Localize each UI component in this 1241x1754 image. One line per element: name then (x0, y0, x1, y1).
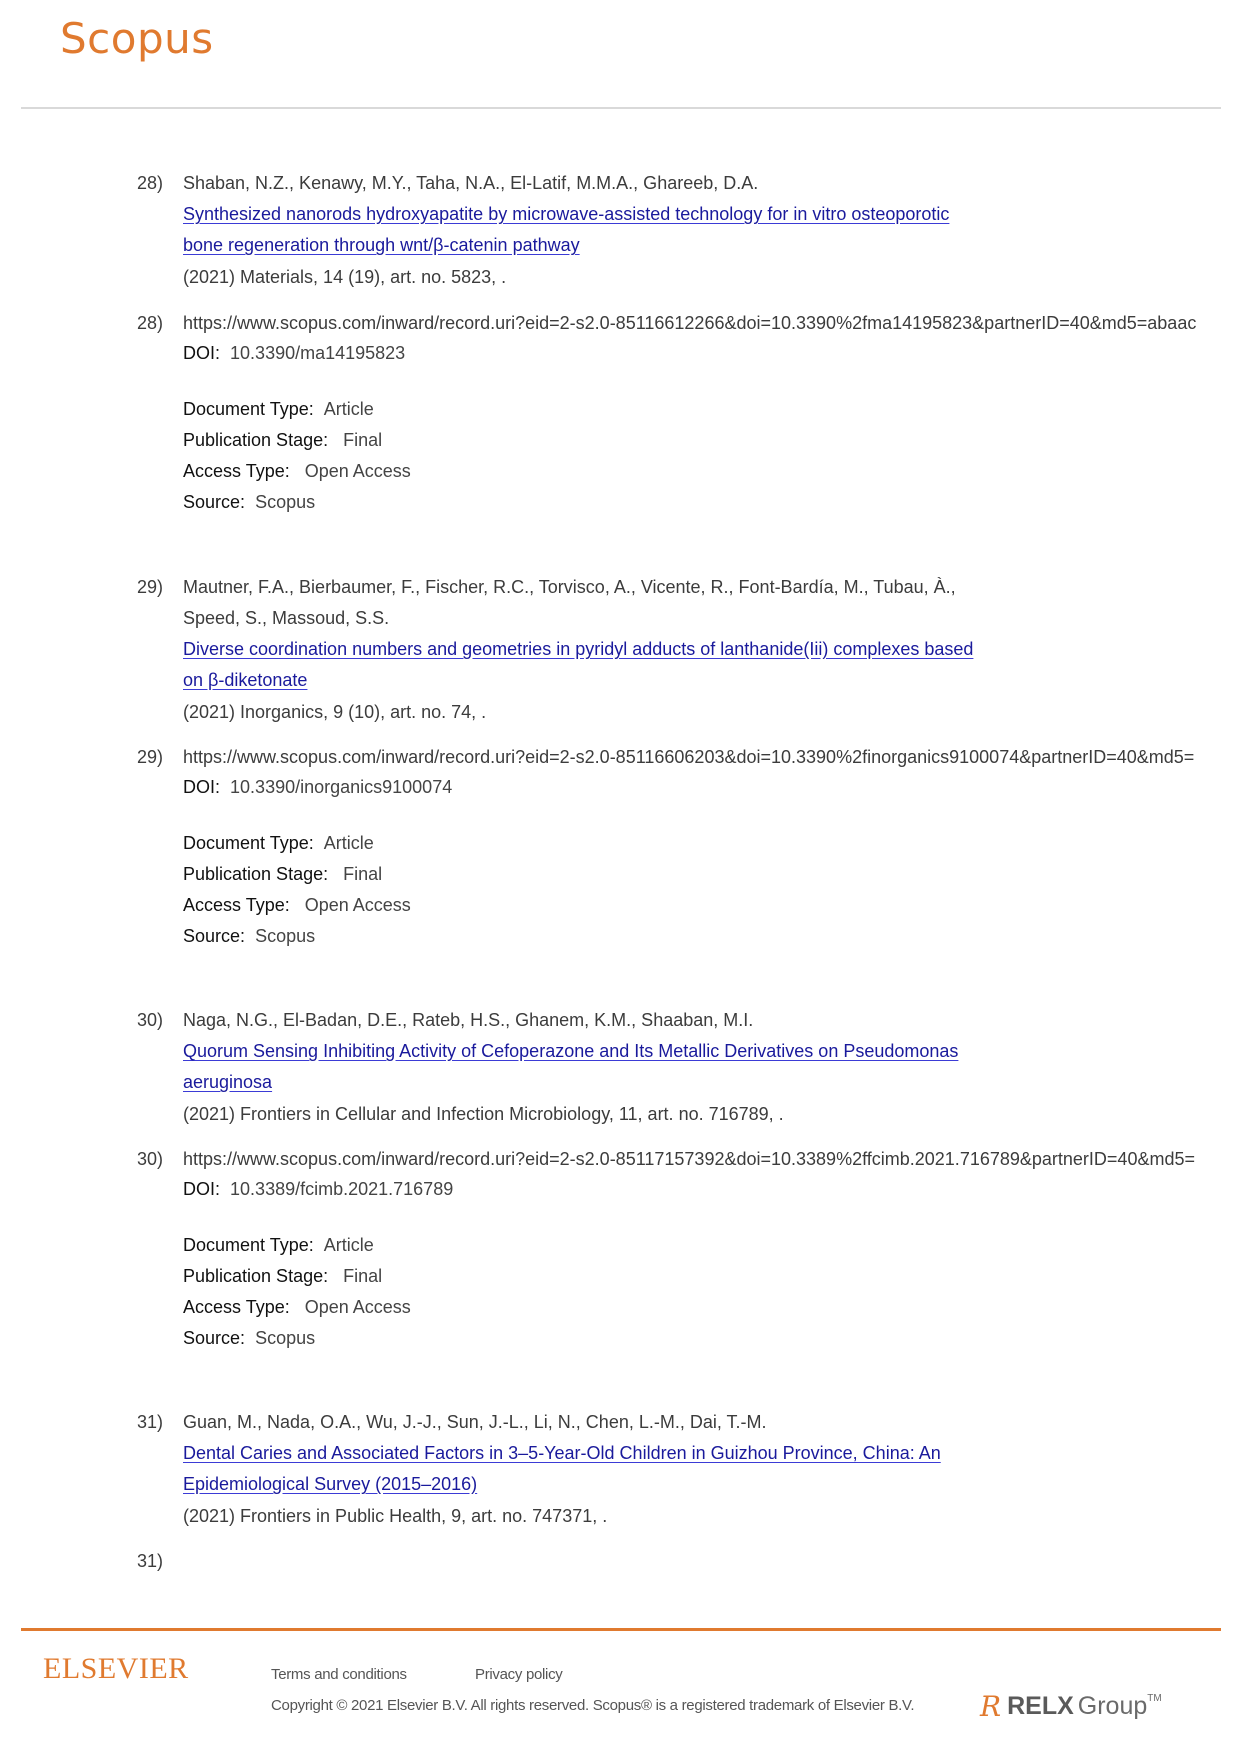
copyright-text: Copyright © 2021 Elsevier B.V. All rights reserved. Scopus® is a registered trademark of Elsevier B.V. (271, 1697, 915, 1714)
field-value: Open Access (304, 895, 411, 915)
field-label: Publication Stage: (183, 430, 329, 450)
reference-title-link[interactable]: Quorum Sensing Inhibiting Activity of Cefoperazone and Its Metallic Derivatives on Pseudomonas (183, 1041, 959, 1061)
terms-link[interactable]: Terms and conditions (271, 1666, 407, 1683)
reference-authors: Mautner, F.A., Bierbaumer, F., Fischer, R.C., Torvisco, A., Vicente, R., Font-Bardía, M., Tubau, À., (183, 577, 956, 597)
reference-authors: Shaban, N.Z., Kenawy, M.Y., Taha, N.A., El-Latif, M.M.A., Ghareeb, D.A. (183, 173, 759, 193)
reference-authors: Naga, N.G., El-Badan, D.E., Rateb, H.S., Ghanem, K.M., Shaaban, M.I. (183, 1010, 754, 1030)
doi-label: DOI: (183, 1179, 221, 1199)
reference-title-link[interactable]: Dental Caries and Associated Factors in 3–5-Year-Old Children in Guizhou Province, China: An (183, 1443, 941, 1463)
elsevier-logo: ELSEVIER (43, 1652, 189, 1685)
reference-citation: (2021) Inorganics, 9 (10), art. no. 74, . (183, 702, 487, 722)
reference-authors: Speed, S., Massoud, S.S. (183, 608, 390, 628)
privacy-link[interactable]: Privacy policy (475, 1666, 563, 1683)
reference-citation: (2021) Frontiers in Public Health, 9, art. no. 747371, . (183, 1506, 608, 1526)
field-value: Article (323, 399, 374, 419)
field-row (183, 863, 382, 885)
field-value: Article (323, 833, 374, 853)
doi-row (183, 342, 405, 364)
field-value: Final (343, 864, 383, 884)
field-value: Final (343, 1266, 383, 1286)
reference-number: 30) (137, 1149, 164, 1169)
reference-citation: (2021) Materials, 14 (19), art. no. 5823, . (183, 267, 507, 287)
field-label: Source: (183, 492, 246, 512)
field-label: Access Type: (183, 461, 290, 481)
reference-number: 28) (137, 313, 164, 333)
reference-number: 28) (137, 173, 164, 193)
field-row (183, 398, 374, 420)
field-row (183, 429, 382, 451)
field-label: Publication Stage: (183, 864, 329, 884)
reference-number: 31) (137, 1412, 164, 1432)
relx-logo (980, 1690, 1162, 1723)
relx-mark-icon: R (980, 1690, 1002, 1723)
reference-url[interactable]: https://www.scopus.com/inward/record.uri?eid=2-s2.0-85116612266&doi=10.3390%2fma14195823&partnerID=40&md5=abaac (183, 313, 1197, 333)
reference-number: 29) (137, 747, 164, 767)
field-value: Final (343, 430, 383, 450)
footer-divider (21, 1628, 1221, 1631)
field-value: Open Access (304, 461, 411, 481)
reference-url[interactable]: https://www.scopus.com/inward/record.uri?eid=2-s2.0-85117157392&doi=10.3389%2ffcimb.2021.716789&partnerID=40&md5= (183, 1149, 1195, 1169)
field-label: Document Type: (183, 399, 314, 419)
field-row (183, 894, 411, 916)
field-row (183, 1327, 315, 1349)
field-row (183, 460, 411, 482)
header-divider (21, 107, 1221, 109)
reference-title-link[interactable]: Diverse coordination numbers and geometries in pyridyl adducts of lanthanide(Iii) complexes based (183, 639, 974, 659)
reference-url[interactable]: https://www.scopus.com/inward/record.uri?eid=2-s2.0-85116606203&doi=10.3390%2finorganics9100074&partnerID=40&md5= (183, 747, 1195, 767)
reference-title-link[interactable]: Synthesized nanorods hydroxyapatite by microwave-assisted technology for in vitro osteoporotic (183, 204, 950, 224)
doi-label: DOI: (183, 777, 221, 797)
field-label: Document Type: (183, 833, 314, 853)
field-row (183, 832, 374, 854)
field-row (183, 1265, 382, 1287)
field-label: Access Type: (183, 1297, 290, 1317)
reference-title-link[interactable]: on β-diketonate (183, 670, 308, 690)
reference-authors: Guan, M., Nada, O.A., Wu, J.-J., Sun, J.-L., Li, N., Chen, L.-M., Dai, T.-M. (183, 1412, 767, 1432)
field-row (183, 1296, 411, 1318)
doi-row (183, 1178, 453, 1200)
reference-number: 29) (137, 577, 164, 597)
field-row (183, 491, 315, 513)
field-value: Scopus (255, 1328, 316, 1348)
field-value: Scopus (255, 492, 316, 512)
doi-value: 10.3390/ma14195823 (230, 343, 406, 363)
relx-group-text: Group (1077, 1692, 1148, 1720)
reference-title-link[interactable]: Epidemiological Survey (2015–2016) (183, 1474, 478, 1494)
field-label: Access Type: (183, 895, 290, 915)
field-row (183, 1234, 374, 1256)
relx-wordmark: RELX (1007, 1692, 1074, 1720)
doi-label: DOI: (183, 343, 221, 363)
reference-number: 31) (137, 1551, 164, 1571)
doi-value: 10.3390/inorganics9100074 (230, 777, 453, 797)
reference-number: 30) (137, 1010, 164, 1030)
reference-title-link[interactable]: bone regeneration through wnt/β-catenin pathway (183, 235, 580, 255)
doi-row (183, 776, 452, 798)
scopus-logo: Scopus (60, 14, 214, 63)
field-label: Source: (183, 1328, 246, 1348)
reference-citation: (2021) Frontiers in Cellular and Infection Microbiology, 11, art. no. 716789, . (183, 1104, 784, 1124)
field-label: Document Type: (183, 1235, 314, 1255)
doi-value: 10.3389/fcimb.2021.716789 (230, 1179, 454, 1199)
field-label: Publication Stage: (183, 1266, 329, 1286)
field-value: Article (323, 1235, 374, 1255)
trademark-symbol: TM (1147, 1693, 1162, 1704)
field-row (183, 925, 315, 947)
field-label: Source: (183, 926, 246, 946)
reference-title-link[interactable]: aeruginosa (183, 1072, 273, 1092)
field-value: Scopus (255, 926, 316, 946)
field-value: Open Access (304, 1297, 411, 1317)
